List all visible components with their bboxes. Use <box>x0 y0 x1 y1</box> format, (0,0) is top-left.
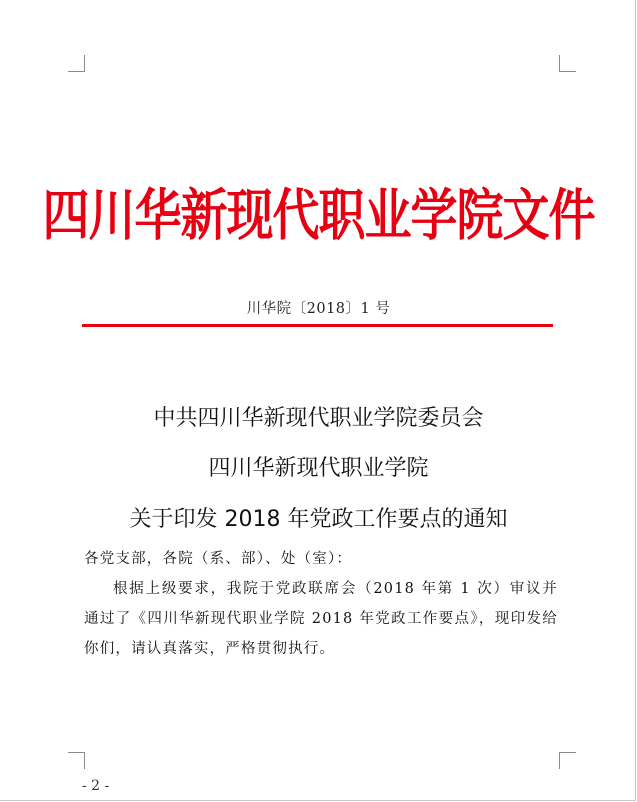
crop-mark-bottom-right <box>559 752 576 769</box>
salutation: 各党支部，各院（系、部）、处（室）： <box>84 551 353 567</box>
page-number: - 2 - <box>82 778 110 794</box>
red-header-title: 四川华新现代职业学院文件 <box>42 183 595 249</box>
heading-line-1: 中共四川华新现代职业学院委员会 <box>153 406 484 431</box>
document-number: 川华院〔2018〕1 号 <box>246 301 391 317</box>
heading-line-2: 四川华新现代职业学院 <box>208 456 429 481</box>
crop-mark-top-right <box>559 55 576 72</box>
heading-line-3: 关于印发 2018 年党政工作要点的通知 <box>129 507 508 532</box>
red-separator-rule <box>82 324 553 327</box>
crop-mark-bottom-left <box>68 752 85 769</box>
body-paragraph: 根据上级要求，我院于党政联席会（2018 年第 1 次）审议并通过了《四川华新现代职业学院 2018 年党政工作要点》，现印发给你们，请认真落实，严格贯彻执行。 <box>84 581 558 657</box>
notice-body <box>84 544 558 664</box>
crop-mark-top-left <box>68 55 85 72</box>
